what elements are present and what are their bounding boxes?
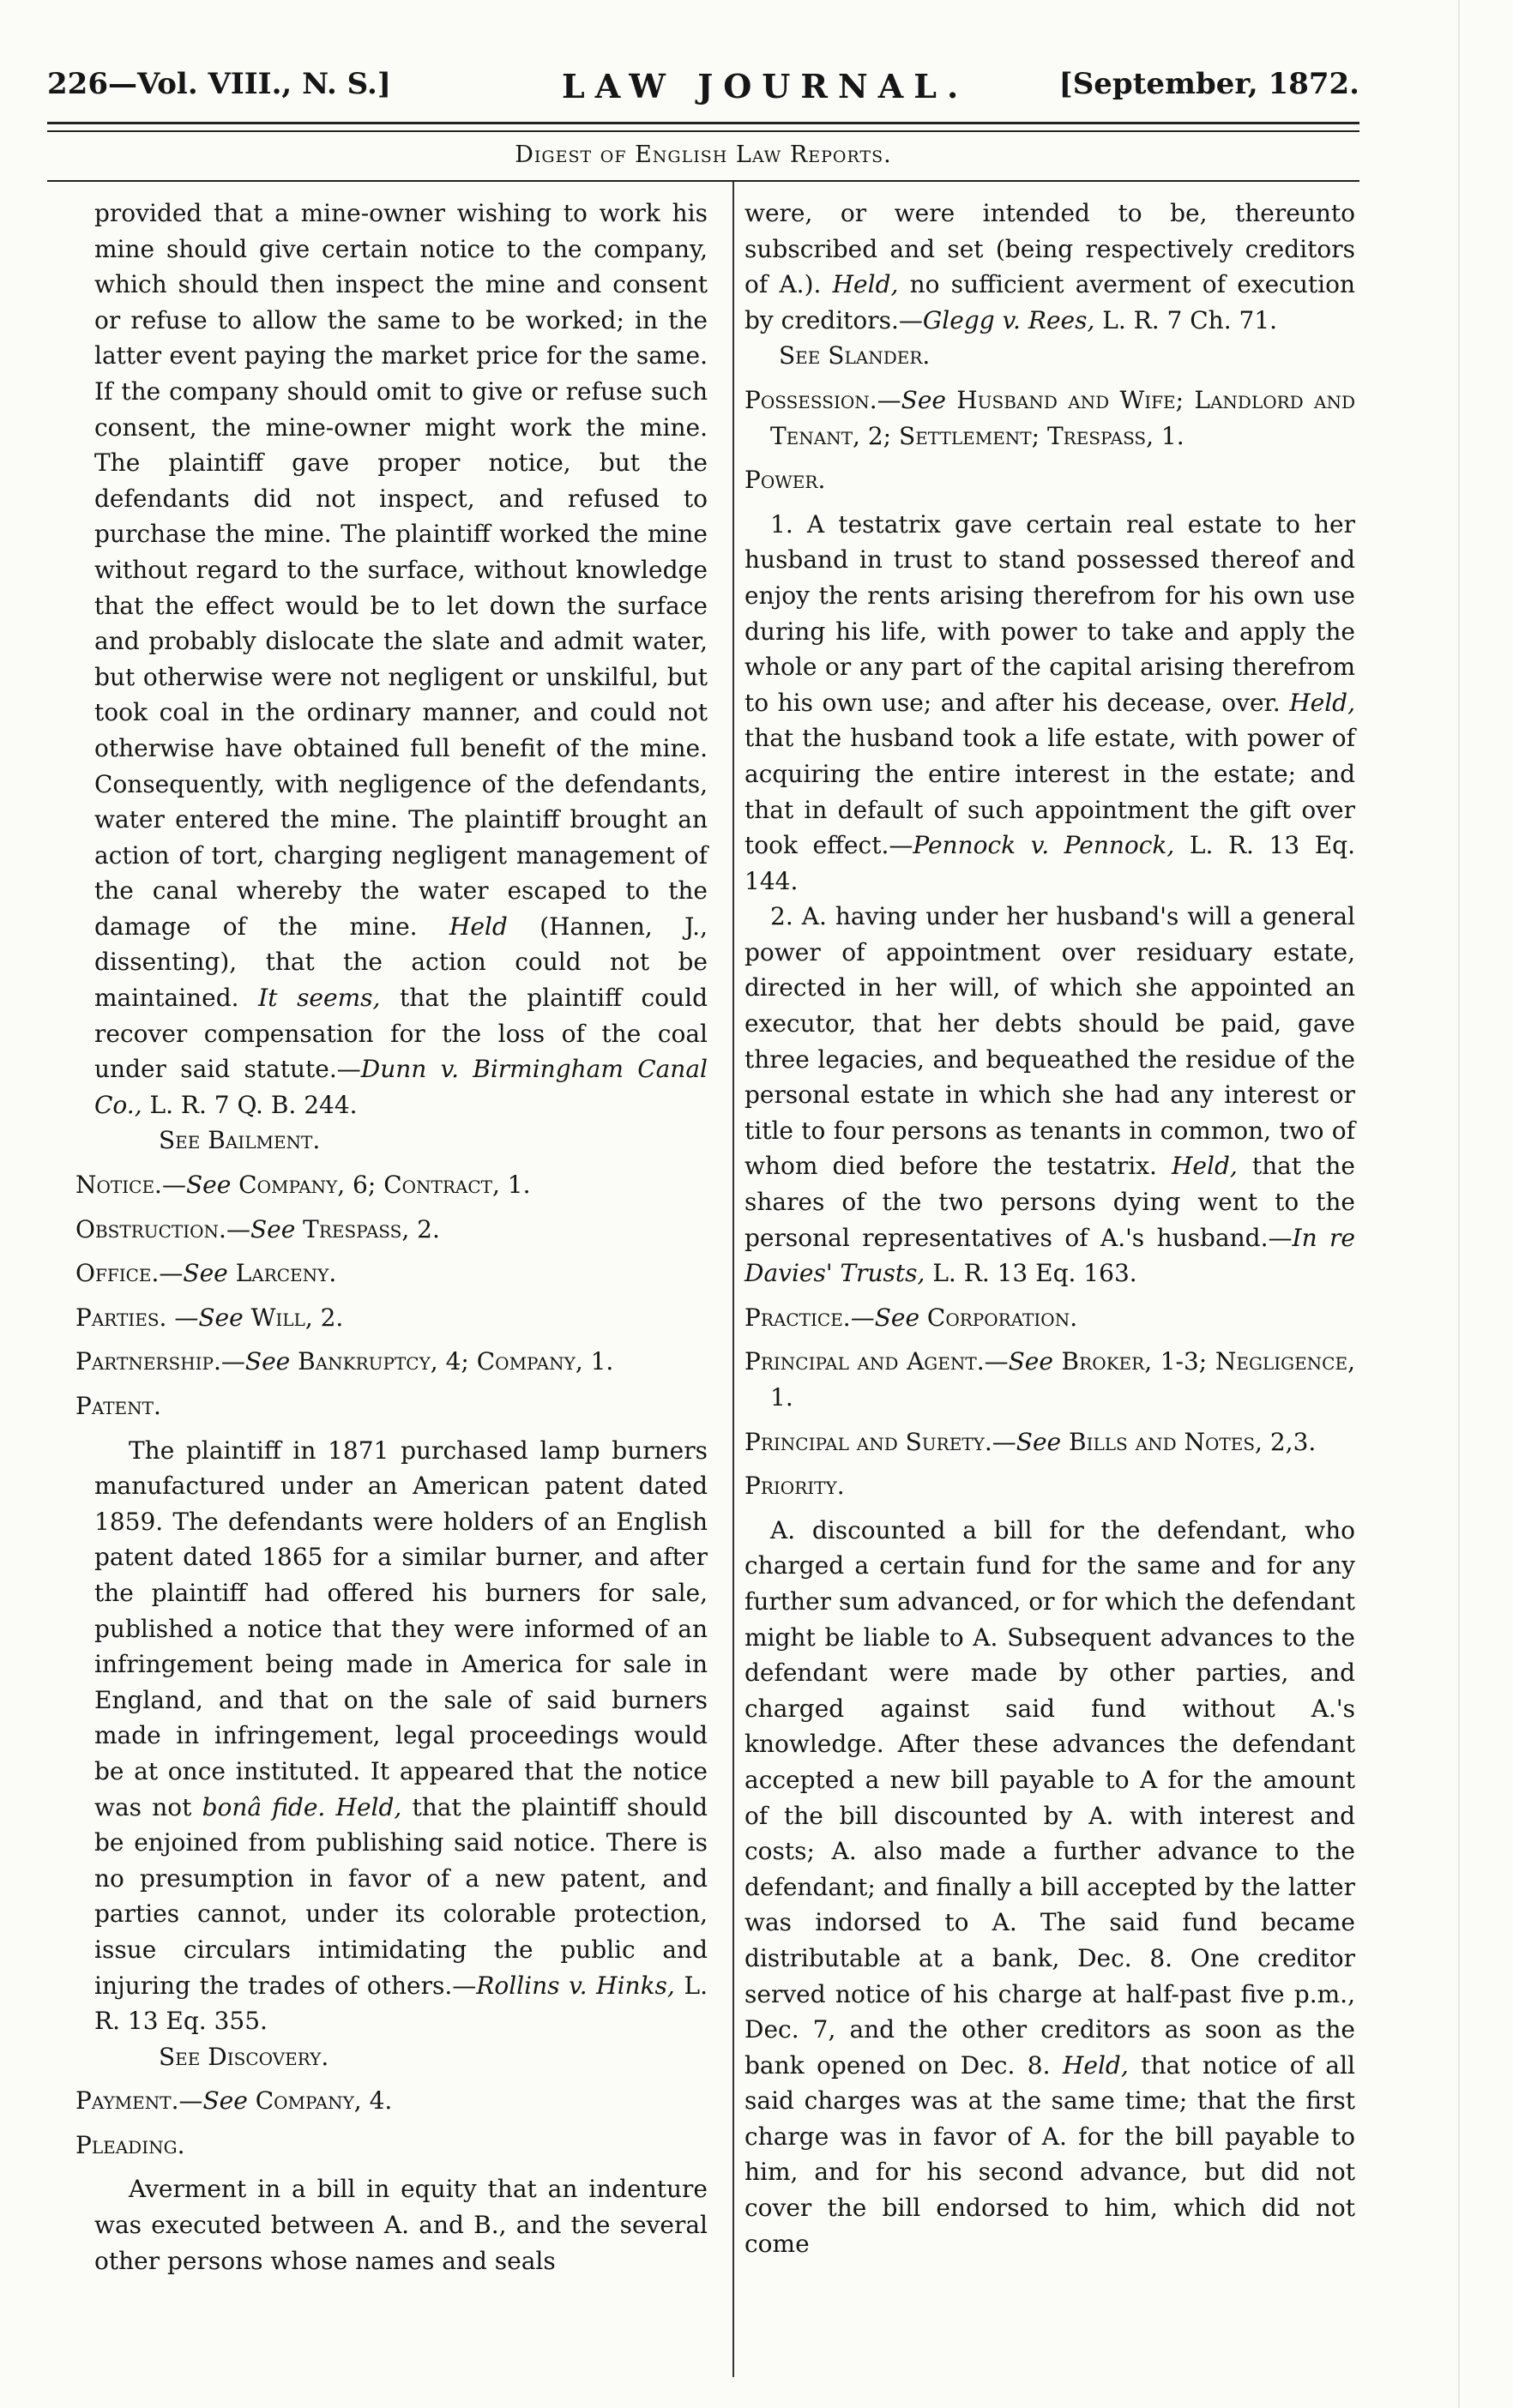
right-column (744, 196, 1355, 2261)
entry-notice: Notice.—See Company, 6; Contract, 1. (75, 1171, 531, 1200)
section-subtitle: Digest of English Law Reports. (515, 141, 892, 168)
running-header (47, 67, 1359, 118)
paragraph-patent: The plaintiff in 1871 purchased lamp burners manufactured under an American patent dated 1859. The defendants were holders of an English patent dated 1865 for a similar burner, and after the plaintiff had offered his burners for sale, published a notice that they were informed of an infringement being made in America for sale in England, and that on the sale of said burners made in infringement, legal proceedings would be at once instituted. It appeared that the notice was not bonâ fide. Held, that the plaintiff should be enjoined from publishing said notice. There is no presumption in favor of a new patent, and parties cannot, under its colorable protection, issue circulars intimidating the public and injuring the trades of others.—Rollins v. Hinks, L. R. 13 Eq. 355. (94, 1436, 708, 2036)
header-rule-top (47, 122, 1359, 124)
header-rule-bottom (47, 130, 1359, 132)
entry-parties: Parties. —See Will, 2. (75, 1303, 344, 1332)
paragraph-power-1: 1. A testatrix gave certain real estate to her husband in trust to stand possessed thereof and enjoy the rents arising therefrom for his own use during his life, with power to take and apply the whole or any part of the capital arising therefrom to his own use; and after his decease, over. Held, that the husband took a life estate, with power of acquiring the entire interest in the estate; and that in default of such appointment the gift over took effect.—Pennock v. Pennock, L. R. 13 Eq. 144. (744, 509, 1356, 895)
entry-partnership: Partnership.—See Bankruptcy, 4; Company, 1. (75, 1347, 614, 1376)
heading-pleading: Pleading. (75, 2130, 185, 2159)
entry-principal-and-surety: Principal and Surety.—See Bills and Notes, 2,3. (744, 1427, 1317, 1456)
see-reference: See Discovery. (159, 2042, 329, 2071)
case-name: Dunn v. Birmingham Canal Co., (94, 1055, 708, 1119)
entry-obstruction: Obstruction.—See Trespass, 2. (75, 1214, 440, 1243)
header-journal-title: LAW JOURNAL. (562, 67, 969, 105)
entry-payment: Payment.—See Company, 4. (75, 2086, 393, 2116)
case-name: In re Davies' Trusts, (744, 1223, 1355, 1288)
see-reference: See Slander. (779, 341, 931, 370)
paragraph-power-2: 2. A. having under her husband's will a general power of appointment over residuary estate, directed in her will, of which she appointed an executor, that her debts should be paid, gave three legacies, and bequeathed the residue of the personal estate in which she had any interest or title to four persons as tenants in common, two of whom died before the testatrix. Held, that the shares of the two persons dying went to the personal representatives of A.'s husband.—In re Davies' Trusts, L. R. 13 Eq. 163. (744, 902, 1355, 1288)
paragraph-pleading: Averment in a bill in equity that an indenture was executed between A. and B., and the several other persons whose names and seals (94, 2175, 708, 2275)
entry-possession: Possession.—See Husband and Wife; Landlord and Tenant, 2; Settlement; Trespass, 1. (744, 385, 1355, 450)
paragraph-priority: A. discounted a bill for the defendant, who charged a certain fund for the same and for any further sum advanced, or for which the defendant might be liable to A. Subsequent advances to the defendant were made by other parties, and charged against said fund without A.'s knowledge. After these advances the defendant accepted a new bill payable to A for the amount of the bill discounted by A. with interest and costs; A. also made a further advance to the defendant; and finally a bill accepted by the latter was indorsed to A. The said fund became distributable at a bank, Dec. 8. One creditor served notice of his charge at half-past five p.m., Dec. 7, and the other creditors as soon as the bank opened on Dec. 8. Held, that notice of all said charges was at the same time; that the first charge was in favor of A. for the bill payable to him, and for his second advance, but did not cover the bill endorsed to him, which did not come (744, 1515, 1355, 2258)
heading-patent: Patent. (75, 1392, 161, 1420)
page-edge-shadow (1458, 0, 1460, 2408)
paragraph-dunn-case: provided that a mine-owner wishing to work his mine should give certain notice to the company, which should then inspect the mine and consent or refuse to allow the same to be worked; in the latter event paying the market price for the same. If the company should omit to give or refuse such consent, the mine-owner might work the mine. The plaintiff gave proper notice, but the defendants did not inspect, and refused to purchase the mine. The plaintiff worked the mine without regard to the surface, without knowledge that the effect would be to let down the surface and probably dislocate the slate and admit water, but otherwise were not negligent or unskilful, but took coal in the ordinary manner, and could not otherwise have obtained full benefit of the mine. Consequently, with negligence of the defendants, water entered the mine. The plaintiff brought an action of tort, charging negligent management of the canal whereby the water escaped to the damage of the mine. Held (Hannen, J., dissenting), that the action could not be maintained. It seems, that the plaintiff could recover compensation for the loss of the coal under said statute.—Dunn v. Birmingham Canal Co., L. R. 7 Q. B. 244. (94, 199, 708, 1119)
heading-power: Power. (744, 466, 826, 495)
paragraph-glegg-case: were, or were intended to be, thereunto subscribed and set (being respectively creditors of A.). Held, no sufficient averment of execution by creditors.—Glegg v. Rees, L. R. 7 Ch. 71. (744, 199, 1355, 334)
left-column (75, 196, 708, 2279)
entry-practice: Practice.—See Corporation. (744, 1303, 1078, 1332)
heading-priority: Priority. (744, 1472, 845, 1501)
entry-principal-and-agent: Principal and Agent.—See Broker, 1-3; Negligence, 1. (744, 1347, 1355, 1412)
case-name: Glegg v. Rees, (922, 305, 1095, 334)
header-date: [September, 1872. (1058, 67, 1359, 101)
subtitle-rule (47, 180, 1359, 182)
header-volume: 226—Vol. VIII., N. S.] (47, 67, 391, 101)
column-divider (732, 182, 734, 2377)
case-name: Pennock v. Pennock, (913, 831, 1175, 860)
case-name: Rollins v. Hinks, (476, 1971, 675, 2000)
see-reference: See Bailment. (159, 1126, 321, 1155)
entry-office: Office.—See Larceny. (75, 1259, 337, 1288)
